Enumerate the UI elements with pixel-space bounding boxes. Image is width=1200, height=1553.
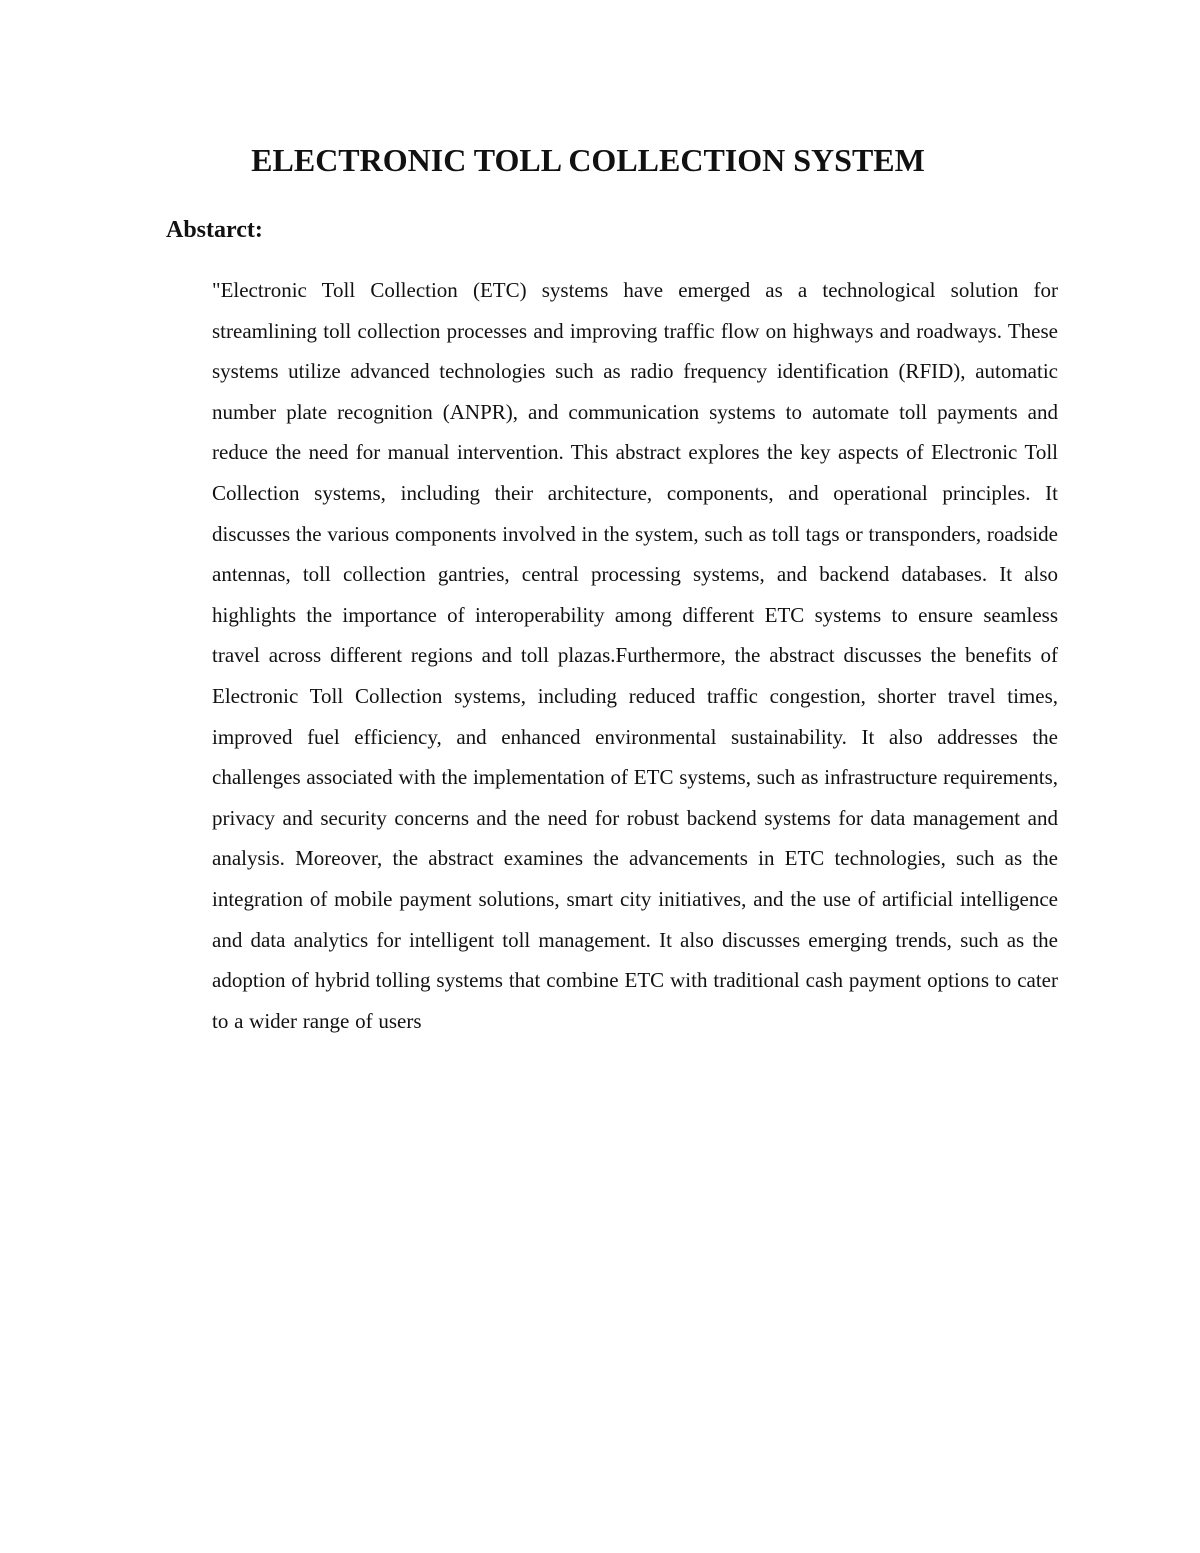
section-heading: Abstarct: <box>166 217 263 243</box>
document-title: ELECTRONIC TOLL COLLECTION SYSTEM <box>251 142 925 178</box>
abstract-paragraph: "Electronic Toll Collection (ETC) systems have emerged as a technological solution for streamlining toll collection processes and improving traffic flow on highways and roadways. These systems utilize advanced technologies such as radio frequency identification (RFID), automatic number plate recognition (ANPR), and communication systems to automate toll payments and reduce the need for manual intervention. This abstract explores the key aspects of Electronic Toll Collection systems, including their architecture, components, and operational principles. It discusses the various components involved in the system, such as toll tags or transponders, roadside antennas, toll collection gantries, central processing systems, and backend databases. It also highlights the importance of interoperability among different ETC systems to ensure seamless travel across different regions and toll plazas.Furthermore, the abstract discusses the benefits of Electronic Toll Collection systems, including reduced traffic congestion, shorter travel times, improved fuel efficiency, and enhanced environmental sustainability. It also addresses the challenges associated with the implementation of ETC systems, such as infrastructure requirements, privacy and security concerns and the need for robust backend systems for data management and analysis. Moreover, the abstract examines the advancements in ETC technologies, such as the integration of mobile payment solutions, smart city initiatives, and the use of artificial intelligence and data analytics for intelligent toll management. It also discusses emerging trends, such as the adoption of hybrid tolling systems that combine ETC with traditional cash payment options to cater to a wider range of users <box>212 278 1058 1033</box>
